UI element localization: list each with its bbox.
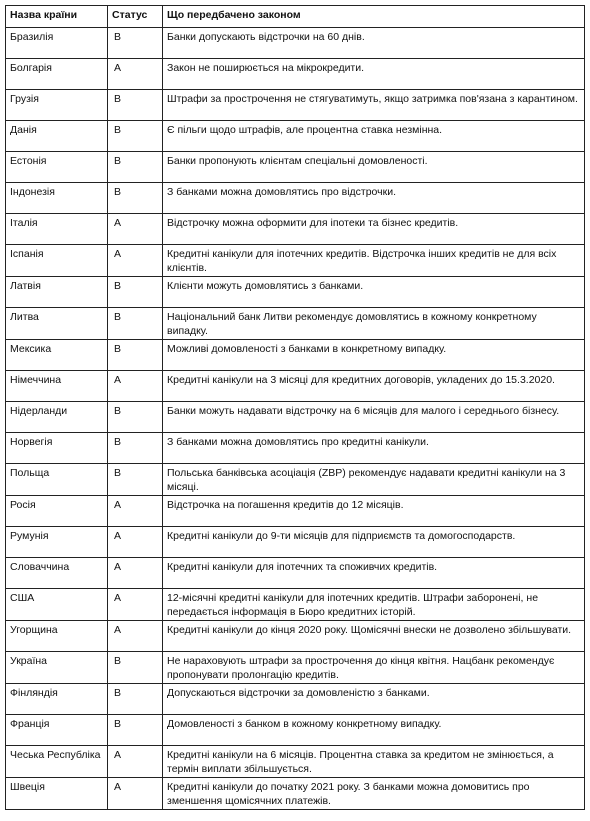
cell-country: Іспанія xyxy=(6,245,108,277)
cell-country: Румунія xyxy=(6,527,108,558)
table-row xyxy=(6,621,585,652)
cell-status: A xyxy=(108,589,163,621)
cell-status: A xyxy=(108,746,163,778)
table-row xyxy=(6,214,585,245)
cell-country: Угорщина xyxy=(6,621,108,652)
cell-country: Україна xyxy=(6,652,108,684)
cell-law: Домовленості з банком в кожному конкретному випадку. xyxy=(163,715,585,746)
cell-law: Кредитні канікули для іпотечних та споживчих кредитів. xyxy=(163,558,585,589)
cell-law: Штрафи за прострочення не стягуватимуть, якщо затримка пов'язана з карантином. xyxy=(163,90,585,121)
table-row xyxy=(6,183,585,214)
cell-law: Польська банківська асоціація (ZBP) рекомендує надавати кредитні канікули на 3 місяці. xyxy=(163,464,585,496)
table-row xyxy=(6,652,585,684)
cell-country: Мексика xyxy=(6,340,108,371)
table-row xyxy=(6,496,585,527)
cell-law: Закон не поширюється на мікрокредити. xyxy=(163,59,585,90)
table-row xyxy=(6,152,585,183)
cell-country: Литва xyxy=(6,308,108,340)
cell-country: Чеська Республіка xyxy=(6,746,108,778)
cell-country: Німеччина xyxy=(6,371,108,402)
table-row xyxy=(6,589,585,621)
table-row xyxy=(6,277,585,308)
table-row xyxy=(6,308,585,340)
cell-status: B xyxy=(108,308,163,340)
cell-country: Фінляндія xyxy=(6,684,108,715)
cell-country: Швеція xyxy=(6,778,108,810)
table-row xyxy=(6,121,585,152)
cell-law: Відстрочка на погашення кредитів до 12 місяців. xyxy=(163,496,585,527)
cell-law: Банки можуть надавати відстрочку на 6 місяців для малого і середнього бізнесу. xyxy=(163,402,585,433)
table-header-row xyxy=(6,6,585,28)
cell-status: A xyxy=(108,496,163,527)
cell-country: Норвегія xyxy=(6,433,108,464)
cell-status: A xyxy=(108,245,163,277)
cell-country: Італія xyxy=(6,214,108,245)
table-row xyxy=(6,245,585,277)
credit-holidays-table xyxy=(5,5,585,810)
table-row xyxy=(6,340,585,371)
cell-status: B xyxy=(108,152,163,183)
cell-status: B xyxy=(108,183,163,214)
cell-status: B xyxy=(108,402,163,433)
cell-law: Кредитні канікули до 9-ти місяців для підприємств та домогосподарств. xyxy=(163,527,585,558)
cell-country: Грузія xyxy=(6,90,108,121)
cell-status: B xyxy=(108,28,163,59)
table-row xyxy=(6,402,585,433)
cell-law: Можливі домовленості з банками в конкретному випадку. xyxy=(163,340,585,371)
cell-country: США xyxy=(6,589,108,621)
table-row xyxy=(6,464,585,496)
cell-law: Допускаються відстрочки за домовленістю з банками. xyxy=(163,684,585,715)
cell-law: Кредитні канікули до кінця 2020 року. Щомісячні внески не дозволено збільшувати. xyxy=(163,621,585,652)
cell-law: Відстрочку можна оформити для іпотеки та бізнес кредитів. xyxy=(163,214,585,245)
cell-country: Словаччина xyxy=(6,558,108,589)
cell-status: A xyxy=(108,527,163,558)
cell-status: B xyxy=(108,433,163,464)
cell-status: B xyxy=(108,90,163,121)
cell-law: Національний банк Литви рекомендує домовлятись в кожному конкретному випадку. xyxy=(163,308,585,340)
table-row xyxy=(6,715,585,746)
cell-law: Кредитні канікули на 6 місяців. Процентна ставка за кредитом не змінюється, а термін виплати збільшується. xyxy=(163,746,585,778)
cell-law: Є пільги щодо штрафів, але процентна ставка незмінна. xyxy=(163,121,585,152)
table-row xyxy=(6,433,585,464)
cell-status: B xyxy=(108,684,163,715)
cell-law: Кредитні канікули на 3 місяці для кредитних договорів, укладених до 15.3.2020. xyxy=(163,371,585,402)
cell-country: Нідерланди xyxy=(6,402,108,433)
cell-status: A xyxy=(108,778,163,810)
header-law: Що передбачено законом xyxy=(163,6,585,28)
cell-status: B xyxy=(108,464,163,496)
cell-law: Клієнти можуть домовлятись з банками. xyxy=(163,277,585,308)
table-row xyxy=(6,90,585,121)
cell-status: A xyxy=(108,214,163,245)
cell-status: B xyxy=(108,715,163,746)
cell-status: A xyxy=(108,59,163,90)
header-status: Статус xyxy=(108,6,163,28)
cell-status: B xyxy=(108,652,163,684)
cell-law: Не нараховують штрафи за прострочення до кінця квітня. Нацбанк рекомендує пропонувати пролонгацію кредитів. xyxy=(163,652,585,684)
cell-country: Латвія xyxy=(6,277,108,308)
cell-status: A xyxy=(108,558,163,589)
cell-country: Франція xyxy=(6,715,108,746)
document-page xyxy=(5,5,585,810)
table-row xyxy=(6,558,585,589)
table-row xyxy=(6,746,585,778)
cell-law: Банки допускають відстрочки на 60 днів. xyxy=(163,28,585,59)
cell-country: Болгарія xyxy=(6,59,108,90)
cell-country: Бразилія xyxy=(6,28,108,59)
cell-status: B xyxy=(108,121,163,152)
cell-law: З банками можна домовлятись про кредитні канікули. xyxy=(163,433,585,464)
table-row xyxy=(6,527,585,558)
cell-law: 12-місячні кредитні канікули для іпотечних кредитів. Штрафи заборонені, не передається інформація в Бюро кредитних історій. xyxy=(163,589,585,621)
table-row xyxy=(6,59,585,90)
table-row xyxy=(6,371,585,402)
cell-law: Банки пропонують клієнтам спеціальні домовленості. xyxy=(163,152,585,183)
table-row xyxy=(6,778,585,810)
table-row xyxy=(6,28,585,59)
table-row xyxy=(6,684,585,715)
cell-status: B xyxy=(108,277,163,308)
cell-law: Кредитні канікули для іпотечних кредитів. Відстрочка інших кредитів не для всіх клієнтів. xyxy=(163,245,585,277)
cell-status: A xyxy=(108,371,163,402)
cell-country: Данія xyxy=(6,121,108,152)
cell-status: A xyxy=(108,621,163,652)
cell-law: З банками можна домовлятись про відстрочки. xyxy=(163,183,585,214)
cell-country: Польща xyxy=(6,464,108,496)
cell-country: Індонезія xyxy=(6,183,108,214)
header-country: Назва країни xyxy=(6,6,108,28)
cell-status: B xyxy=(108,340,163,371)
cell-country: Естонія xyxy=(6,152,108,183)
cell-law: Кредитні канікули до початку 2021 року. З банками можна домовитись про зменшення щомісячних платежів. xyxy=(163,778,585,810)
table-body xyxy=(6,28,585,810)
cell-country: Росія xyxy=(6,496,108,527)
